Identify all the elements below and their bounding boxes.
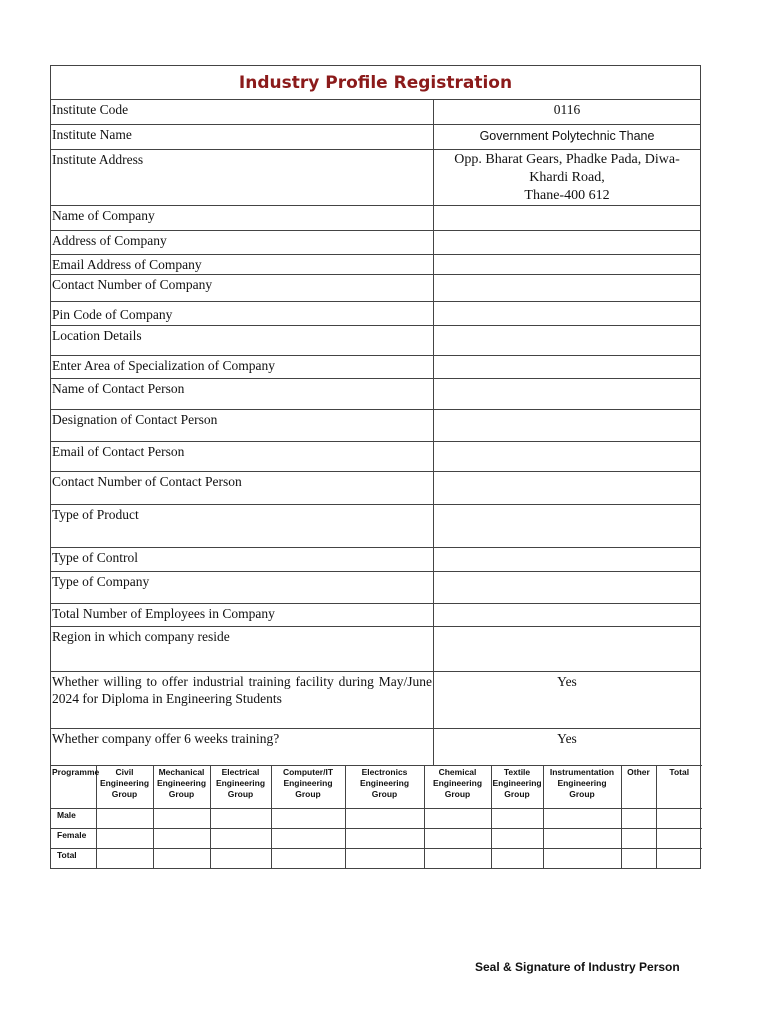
company-region-field[interactable]	[434, 626, 701, 671]
table-row	[51, 230, 700, 254]
cell-input[interactable]	[424, 829, 491, 849]
cell-input[interactable]	[153, 809, 210, 829]
header-other: Other	[621, 766, 656, 809]
signature-label: Seal & Signature of Industry Person	[475, 960, 680, 974]
contact-person-name-label: Name of Contact Person	[51, 378, 434, 409]
cell-input[interactable]	[96, 829, 153, 849]
company-email-field[interactable]	[434, 254, 701, 274]
institute-address-label: Institute Address	[51, 149, 434, 205]
company-pincode-label: Pin Code of Company	[51, 301, 434, 325]
contact-person-designation-label: Designation of Contact Person	[51, 409, 434, 441]
cell-input[interactable]	[210, 809, 271, 829]
six-week-training-value: Yes	[434, 728, 701, 765]
company-email-label: Email Address of Company	[51, 254, 434, 274]
institute-name-label: Institute Name	[51, 124, 434, 149]
specialization-field[interactable]	[434, 355, 701, 378]
table-row	[51, 325, 700, 355]
cell-input[interactable]	[424, 809, 491, 829]
table-row	[51, 849, 702, 869]
cell-input[interactable]	[543, 849, 621, 869]
cell-input[interactable]	[96, 809, 153, 829]
table-row	[51, 504, 700, 547]
contact-person-name-field[interactable]	[434, 378, 701, 409]
table-row	[51, 471, 700, 504]
programme-header-row	[51, 766, 702, 809]
cell-input[interactable]	[210, 849, 271, 869]
company-name-label: Name of Company	[51, 205, 434, 230]
table-row	[51, 124, 700, 149]
contact-person-email-field[interactable]	[434, 441, 701, 471]
address-line-2: Khardi Road,	[529, 169, 605, 185]
product-type-label: Type of Product	[51, 504, 434, 547]
institute-name-value: Government Polytechnic Thane	[434, 124, 701, 149]
header-electronics: Electronics Engineering Group	[345, 766, 424, 809]
header-chemical: Chemical Engineering Group	[424, 766, 491, 809]
row-label-female: Female	[51, 829, 96, 849]
address-line-3: Thane-400 612	[524, 187, 610, 203]
table-row	[51, 547, 700, 571]
six-week-training-label: Whether company offer 6 weeks training?	[51, 728, 434, 765]
training-willingness-value: Yes	[434, 671, 701, 728]
profile-details-table	[51, 100, 700, 765]
cell-input[interactable]	[656, 849, 702, 869]
cell-input[interactable]	[271, 849, 345, 869]
table-row	[51, 603, 700, 626]
cell-input[interactable]	[543, 809, 621, 829]
company-type-field[interactable]	[434, 571, 701, 603]
control-type-label: Type of Control	[51, 547, 434, 571]
table-row	[51, 205, 700, 230]
header-electrical: Electrical Engineering Group	[210, 766, 271, 809]
company-address-field[interactable]	[434, 230, 701, 254]
cell-input[interactable]	[345, 829, 424, 849]
company-pincode-field[interactable]	[434, 301, 701, 325]
cell-input[interactable]	[271, 809, 345, 829]
cell-input[interactable]	[491, 849, 543, 869]
form-title: Industry Profile Registration	[238, 72, 513, 93]
table-row	[51, 409, 700, 441]
table-row	[51, 441, 700, 471]
product-type-field[interactable]	[434, 504, 701, 547]
institute-code-value: 0116	[553, 102, 581, 117]
cell-input[interactable]	[621, 849, 656, 869]
form-title-row	[51, 66, 700, 100]
header-computer-it: Computer/IT Engineering Group	[271, 766, 345, 809]
contact-person-email-label: Email of Contact Person	[51, 441, 434, 471]
header-total: Total	[656, 766, 702, 809]
table-row	[51, 274, 700, 301]
cell-input[interactable]	[491, 809, 543, 829]
table-row	[51, 100, 700, 124]
location-details-field[interactable]	[434, 325, 701, 355]
company-region-label: Region in which company reside	[51, 626, 434, 671]
table-row	[51, 728, 700, 765]
employee-count-field[interactable]	[434, 603, 701, 626]
cell-input[interactable]	[96, 849, 153, 869]
industry-profile-form	[50, 65, 701, 869]
cell-input[interactable]	[210, 829, 271, 849]
cell-input[interactable]	[656, 829, 702, 849]
contact-person-number-label: Contact Number of Contact Person	[51, 471, 434, 504]
header-textile: Textile Engineering Group	[491, 766, 543, 809]
table-row	[51, 671, 700, 728]
control-type-field[interactable]	[434, 547, 701, 571]
row-label-total: Total	[51, 849, 96, 869]
cell-input[interactable]	[543, 829, 621, 849]
header-instrumentation: Instrumentation Engineering Group	[543, 766, 621, 809]
header-programme: Programme	[51, 766, 96, 809]
institute-address-value	[434, 149, 701, 205]
table-row	[51, 829, 702, 849]
table-row	[51, 571, 700, 603]
cell-input[interactable]	[621, 809, 656, 829]
table-row	[51, 626, 700, 671]
row-label-male: Male	[51, 809, 96, 829]
cell-input[interactable]	[345, 849, 424, 869]
company-type-label: Type of Company	[51, 571, 434, 603]
address-line-1: Opp. Bharat Gears, Phadke Pada, Diwa-	[454, 151, 680, 167]
institute-code-label: Institute Code	[51, 100, 434, 124]
cell-input[interactable]	[491, 829, 543, 849]
contact-person-number-field[interactable]	[434, 471, 701, 504]
cell-input[interactable]	[621, 829, 656, 849]
table-row	[51, 378, 700, 409]
company-name-field[interactable]	[434, 205, 701, 230]
cell-input[interactable]	[656, 809, 702, 829]
cell-input[interactable]	[271, 829, 345, 849]
contact-person-designation-field[interactable]	[434, 409, 701, 441]
table-row	[51, 301, 700, 325]
table-row	[51, 254, 700, 274]
company-contact-label: Contact Number of Company	[51, 274, 434, 301]
company-address-label: Address of Company	[51, 230, 434, 254]
cell-input[interactable]	[345, 809, 424, 829]
programme-table	[51, 765, 702, 868]
cell-input[interactable]	[424, 849, 491, 869]
header-mechanical: Mechanical Engineering Group	[153, 766, 210, 809]
location-details-label: Location Details	[51, 325, 434, 355]
table-row	[51, 355, 700, 378]
cell-input[interactable]	[153, 849, 210, 869]
cell-input[interactable]	[153, 829, 210, 849]
training-willingness-label: Whether willing to offer industrial training facility during May/June 2024 for Diploma in Engineering Students	[51, 671, 434, 728]
header-civil: Civil Engineering Group	[96, 766, 153, 809]
specialization-label: Enter Area of Specialization of Company	[51, 355, 434, 378]
employee-count-label: Total Number of Employees in Company	[51, 603, 434, 626]
company-contact-field[interactable]	[434, 274, 701, 301]
table-row	[51, 149, 700, 205]
table-row	[51, 809, 702, 829]
